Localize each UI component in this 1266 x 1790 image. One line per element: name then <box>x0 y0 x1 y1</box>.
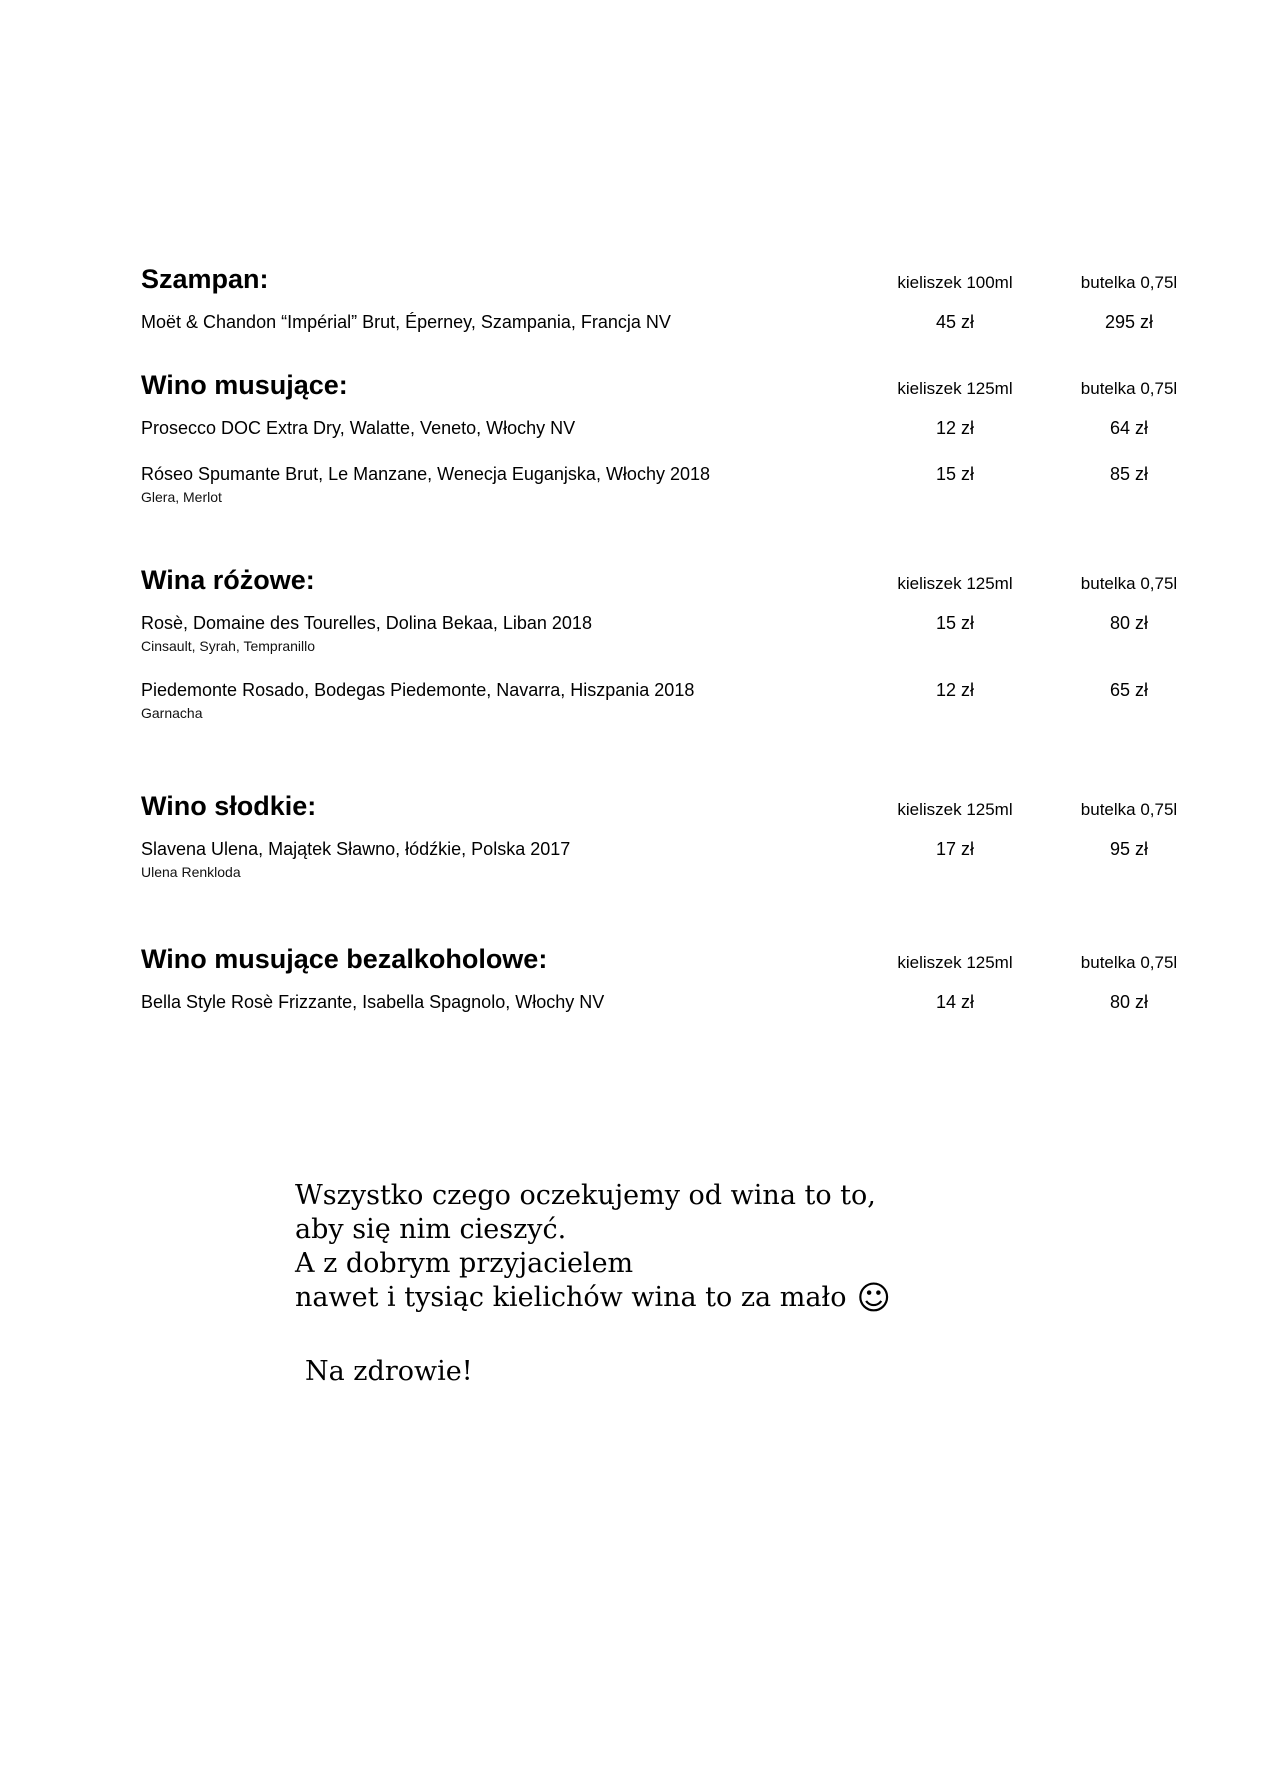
bottle-price: 64 zł <box>1109 418 1149 438</box>
menu-section <box>141 943 1266 1013</box>
quote-lines <box>295 1179 1015 1315</box>
bottle-price: 65 zł <box>1109 680 1149 700</box>
bottle-price: 80 zł <box>1109 992 1149 1012</box>
bottle-size-label: butelka 0,75l <box>1080 800 1178 819</box>
wine-name: Moët & Chandon “Impérial” Brut, Éperney, Szampania, Francja NV <box>141 312 671 332</box>
menu-item-row <box>141 417 1199 439</box>
bottle-size-label: butelka 0,75l <box>1080 953 1178 972</box>
glass-price: 15 zł <box>935 613 975 633</box>
quote-line: A z dobrym przyjacielem <box>295 1248 634 1279</box>
toast-text: Na zdrowie! <box>305 1356 473 1387</box>
section-header-row <box>141 564 1199 600</box>
menu-item-row <box>141 991 1199 1013</box>
menu-item-row <box>141 311 1199 333</box>
section-title: Szampan: <box>141 264 269 294</box>
section-title: Wino musujące: <box>141 370 348 400</box>
quote-line: nawet i tysiąc kielichów wina to za mało ☺ <box>295 1278 891 1317</box>
wine-name-cell <box>141 463 885 506</box>
glass-size-label: kieliszek 125ml <box>897 379 1013 398</box>
glass-size-label: kieliszek 100ml <box>897 273 1013 292</box>
glass-size-label: kieliszek 125ml <box>897 953 1013 972</box>
bottle-price: 95 zł <box>1109 839 1149 859</box>
glass-size-label: kieliszek 125ml <box>897 800 1013 819</box>
bottle-size-label: butelka 0,75l <box>1080 574 1178 593</box>
wine-name-cell <box>141 417 885 439</box>
menu-section <box>141 369 1266 506</box>
wine-name: Piedemonte Rosado, Bodegas Piedemonte, Navarra, Hiszpania 2018 <box>141 680 695 700</box>
quote-line: Wszystko czego oczekujemy od wina to to, <box>295 1180 876 1211</box>
bottle-price: 80 zł <box>1109 613 1149 633</box>
menu-item-row <box>141 463 1199 506</box>
bottle-price: 85 zł <box>1109 464 1149 484</box>
menu-item-row <box>141 679 1199 722</box>
grape-varieties: Ulena Renkloda <box>141 864 241 880</box>
section-title: Wino musujące bezalkoholowe: <box>141 944 548 974</box>
menu-section <box>141 564 1266 722</box>
wine-name-cell <box>141 991 885 1013</box>
bottle-size-label: butelka 0,75l <box>1080 379 1178 398</box>
section-title: Wina różowe: <box>141 565 315 595</box>
glass-price: 12 zł <box>935 680 975 700</box>
wine-name: Prosecco DOC Extra Dry, Walatte, Veneto, Włochy NV <box>141 418 576 438</box>
grape-varieties: Garnacha <box>141 705 203 721</box>
menu-item-row <box>141 838 1199 881</box>
quote-block <box>295 1179 1015 1389</box>
menu-section <box>141 263 1266 333</box>
wine-name: Rosè, Domaine des Tourelles, Dolina Bekaa, Liban 2018 <box>141 613 592 633</box>
bottle-size-label: butelka 0,75l <box>1080 273 1178 292</box>
section-header-row <box>141 263 1199 299</box>
grape-varieties: Cinsault, Syrah, Tempranillo <box>141 638 316 654</box>
section-header-row <box>141 790 1199 826</box>
glass-price: 15 zł <box>935 464 975 484</box>
menu-section <box>141 790 1266 881</box>
glass-price: 14 zł <box>935 992 975 1012</box>
menu-item-row <box>141 612 1199 655</box>
wine-name: Bella Style Rosè Frizzante, Isabella Spagnolo, Włochy NV <box>141 992 605 1012</box>
glass-price: 17 zł <box>935 839 975 859</box>
wine-name: Róseo Spumante Brut, Le Manzane, Wenecja Euganjska, Włochy 2018 <box>141 464 710 484</box>
wine-name: Slavena Ulena, Majątek Sławno, łódźkie, Polska 2017 <box>141 839 571 859</box>
grape-varieties: Glera, Merlot <box>141 489 222 505</box>
wine-name-cell <box>141 311 885 333</box>
section-title: Wino słodkie: <box>141 791 317 821</box>
glass-price: 12 zł <box>935 418 975 438</box>
wine-name-cell <box>141 679 885 722</box>
section-header-row <box>141 369 1199 405</box>
wine-name-cell <box>141 838 885 881</box>
smiley-icon: ☺ <box>856 1278 891 1317</box>
glass-price: 45 zł <box>935 312 975 332</box>
wine-name-cell <box>141 612 885 655</box>
glass-size-label: kieliszek 125ml <box>897 574 1013 593</box>
bottle-price: 295 zł <box>1104 312 1154 332</box>
quote-line: aby się nim cieszyć. <box>295 1214 567 1245</box>
section-header-row <box>141 943 1199 979</box>
